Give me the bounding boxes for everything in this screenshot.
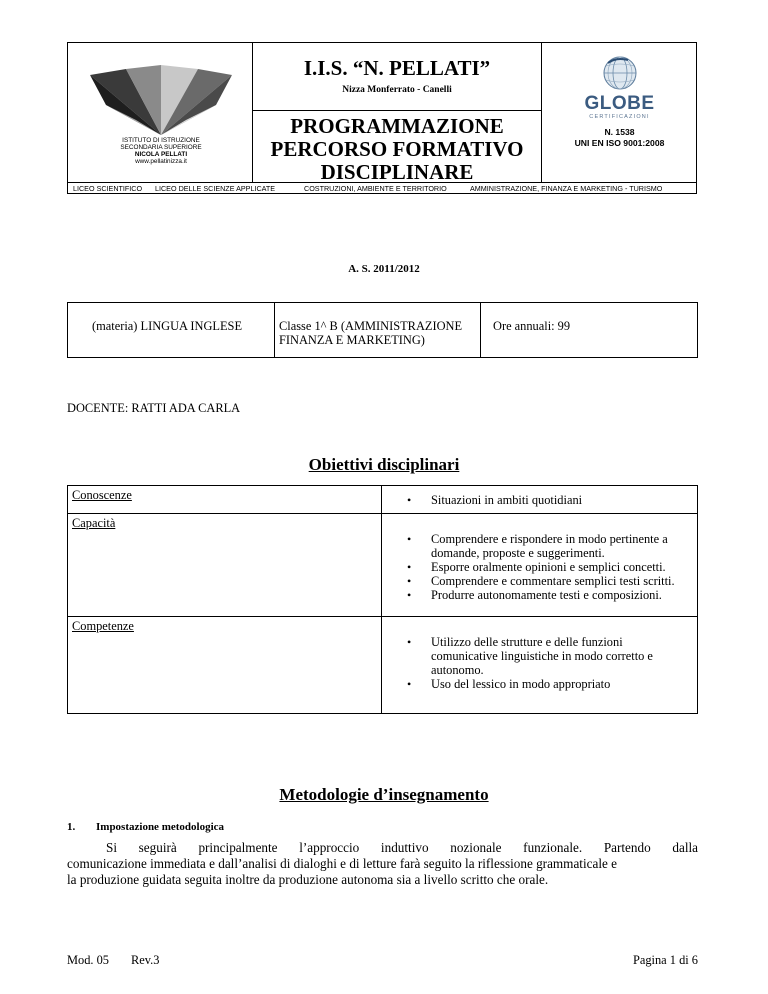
course-item: AMMINISTRAZIONE, FINANZA E MARKETING - TURISMO — [470, 184, 663, 193]
page-number: Pagina 1 di 6 — [632, 953, 698, 967]
school-year: A. S. 2011/2012 — [348, 263, 420, 275]
objective-items — [381, 486, 699, 513]
objective-label: Capacità — [72, 516, 116, 530]
logo-caption-line: SECONDARIA SUPERIORE — [120, 144, 202, 151]
section-title: Impostazione metodologica — [96, 821, 225, 833]
logo-caption — [96, 137, 226, 165]
subject-cell: (materia) LINGUA INGLESE — [68, 303, 275, 357]
teacher-name: DOCENTE: RATTI ADA CARLA — [67, 401, 241, 415]
school-location: Nizza Monferrato - Canelli — [342, 85, 452, 95]
list-item: • Esporre oralmente opinioni e semplici concetti. — [382, 560, 700, 574]
document-title-line: DISCIPLINARE — [320, 160, 474, 184]
course-item: LICEO DELLE SCIENZE APPLICATE — [155, 184, 276, 193]
course-item: LICEO SCIENTIFICO — [73, 184, 143, 193]
document-title-line: PROGRAMMAZIONE — [290, 114, 504, 138]
logo-caption-line: www.pellatinizza.it — [135, 158, 187, 165]
paragraph-line: comunicazione immediata e dall’analisi di dialoghi e di letture farà seguito la riflessione grammaticale e — [67, 856, 617, 871]
cert-number: N. 1538 — [604, 127, 635, 137]
school-name-block — [253, 43, 541, 111]
objective-items — [381, 617, 699, 713]
cert-brand: GLOBE — [584, 93, 655, 114]
objective-items — [381, 514, 699, 616]
document-title — [253, 115, 541, 184]
cert-standard: UNI EN ISO 9001:2008 — [574, 138, 665, 148]
logo-caption-line: ISTITUTO DI ISTRUZIONE — [122, 137, 200, 144]
objectives-row — [68, 617, 697, 713]
logo-caption-line: NICOLA PELLATI — [134, 151, 188, 158]
certification-cell — [542, 43, 697, 182]
section-number: 1. — [67, 821, 76, 833]
methods-paragraph — [67, 840, 698, 888]
school-logo-cell — [68, 43, 253, 182]
course-info-table — [67, 302, 698, 358]
list-item: • Situazioni in ambiti quotidiani — [382, 493, 700, 507]
class-cell: Classe 1^ B (AMMINISTRAZIONE FINANZA E MARKETING) — [275, 303, 481, 357]
objectives-table — [67, 485, 698, 714]
revision: Rev.3 — [131, 953, 160, 967]
methods-heading: Metodologie d’insegnamento — [279, 785, 489, 804]
list-item: • Produrre autonomamente testi e composizioni. — [382, 588, 700, 602]
list-item: • Comprendere e commentare semplici testi scritti. — [382, 574, 700, 588]
paragraph-line: Si seguirà principalmente l’approccio induttivo nozionale funzionale. Partendo dalla — [106, 840, 698, 855]
list-item: • Utilizzo delle strutture e delle funzioni comunicative linguistiche in modo corretto e autonomo. — [382, 635, 700, 677]
hours-cell: Ore annuali: 99 — [493, 319, 571, 333]
document-title-line: PERCORSO FORMATIVO — [270, 137, 524, 161]
course-list — [68, 182, 696, 194]
objectives-heading: Obiettivi disciplinari — [308, 455, 460, 474]
objectives-row — [68, 514, 697, 617]
cert-sub: CERTIFICAZIONI — [589, 114, 650, 120]
objectives-row — [68, 486, 697, 514]
objective-label: Conoscenze — [72, 488, 132, 502]
objective-label: Competenze — [72, 619, 134, 633]
module-code: Mod. 05 — [67, 953, 109, 967]
school-name: I.I.S. “N. PELLATI” — [303, 56, 491, 80]
globe-icon — [602, 55, 638, 91]
list-item: • Uso del lessico in modo appropriato — [382, 677, 700, 691]
course-item: COSTRUZIONI, AMBIENTE E TERRITORIO — [304, 184, 447, 193]
list-item: • Comprendere e rispondere in modo pertinente a domande, proposte e suggerimenti. — [382, 532, 700, 560]
document-header — [67, 42, 697, 194]
school-logo-icon — [86, 65, 236, 140]
header-title-cell — [253, 43, 542, 182]
paragraph-line: la produzione guidata seguita inoltre da produzione autonoma sia a livello scritto che orale. — [67, 872, 549, 887]
